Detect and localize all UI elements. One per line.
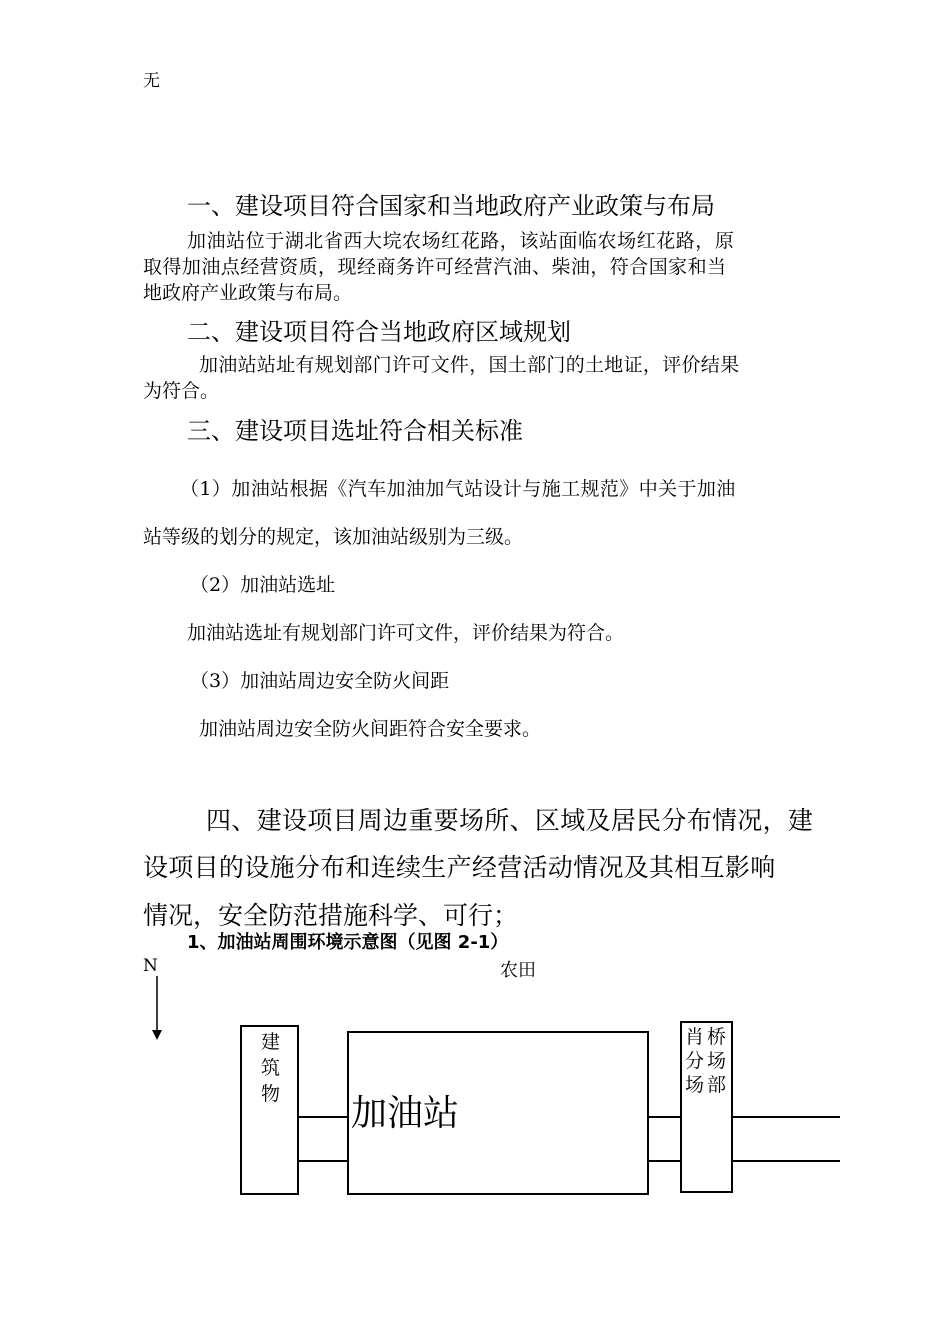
- building-box: [240, 1025, 299, 1195]
- branch-label-col2: 桥 场 部: [707, 1026, 727, 1096]
- section2-line: 为符合。: [143, 380, 220, 402]
- item2-text: 加油站选址有规划部门许可文件，评价结果为符合。: [187, 622, 625, 644]
- building-label: 筑: [261, 1057, 281, 1079]
- road-line: [298, 1160, 348, 1162]
- section2-line: 加油站站址有规划部门许可文件，国土部门的土地证，评价结果: [199, 354, 740, 376]
- item3-text: 加油站周边安全防火间距符合安全要求。: [199, 718, 542, 740]
- branch-box: [680, 1021, 733, 1193]
- section4-line: 情况，安全防范措施科学、可行；: [143, 901, 519, 930]
- item1-line: （1）加油站根据《汽车加油加气站设计与施工规范》中关于加油: [180, 478, 736, 500]
- item1-line: 站等级的划分的规定，该加油站级别为三级。: [143, 526, 524, 548]
- road-line: [298, 1116, 348, 1118]
- gas-station-label: 加油站: [351, 1093, 460, 1134]
- road-line: [648, 1160, 681, 1162]
- item2-title: （2）加油站选址: [190, 574, 336, 596]
- section1-line: 地政府产业政策与布局。: [143, 282, 353, 304]
- branch-label-col1: 肖 分 场: [685, 1026, 705, 1096]
- section1-line: 加油站位于湖北省西大垸农场红花路，该站面临农场红花路，原: [187, 230, 735, 252]
- section4-line: 四、建设项目周边重要场所、区域及居民分布情况，建: [206, 806, 814, 835]
- road-line: [732, 1116, 840, 1118]
- building-label: 物: [261, 1083, 281, 1105]
- section3-heading: 三、建设项目选址符合相关标准: [187, 417, 523, 445]
- section2-heading: 二、建设项目符合当地政府区域规划: [187, 318, 571, 346]
- north-arrow-icon: [150, 976, 164, 1042]
- building-label: 建: [261, 1031, 281, 1053]
- gas-station-box: [347, 1031, 649, 1195]
- road-line: [732, 1160, 840, 1162]
- section1-heading: 一、建设项目符合国家和当地政府产业政策与布局: [187, 192, 715, 220]
- section4-line: 设项目的设施分布和连续生产经营活动情况及其相互影响: [143, 853, 776, 882]
- figure-caption: 1、加油站周围环境示意图（见图 2-1）: [187, 932, 509, 953]
- farmland-label: 农田: [500, 960, 536, 981]
- item3-title: （3）加油站周边安全防火间距: [190, 670, 450, 692]
- header-mark: 无: [143, 71, 160, 91]
- road-line: [648, 1116, 681, 1118]
- north-label: N: [143, 956, 158, 976]
- section1-line: 取得加油点经营资质，现经商务许可经营汽油、柴油，符合国家和当: [143, 256, 727, 278]
